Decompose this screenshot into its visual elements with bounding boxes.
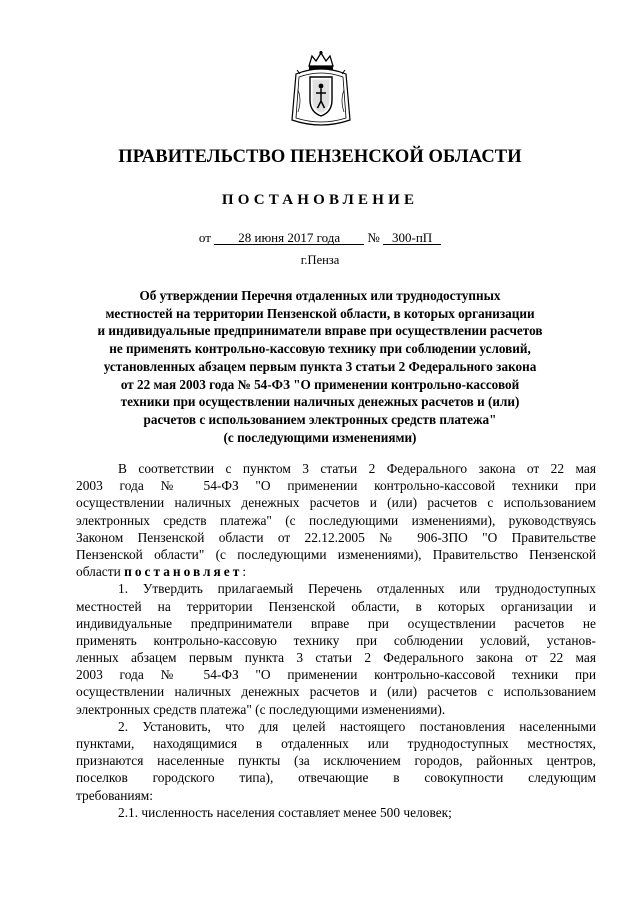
body-line: электронных средств платежа" (с последующими изменениями), руководствуясь	[76, 512, 596, 528]
body-line: требованиям:	[76, 787, 153, 803]
subject-line: местностей на территории Пензенской области, в которых организации	[105, 305, 535, 321]
body-line: электронных средств платежа" (с последующими изменениями).	[76, 701, 446, 717]
body-line: 2003 года № 54-ФЗ "О применении контрольно-кассовой техники при	[76, 478, 596, 494]
subject-line: и индивидуальные предприниматели вправе при осуществлении расчетов	[97, 323, 543, 339]
subject-line: не применять контрольно-кассовую технику при соблюдении условий,	[109, 341, 531, 357]
document-body	[76, 460, 596, 821]
body-line: 2. Установить, что для целей настоящего постановления населенными	[118, 718, 596, 734]
subject-line: установленных абзацем первым пункта 3 статьи 2 Федерального закона	[103, 358, 537, 374]
subject-line: Об утверждении Перечня отдаленных или труднодоступных	[139, 288, 501, 303]
body-line: индивидуальные предприниматели вправе при осуществлении расчетов не	[76, 615, 596, 631]
body-line: 1. Утвердить прилагаемый Перечень отдаленных или труднодоступных	[118, 581, 596, 597]
body-text-fragment: :	[242, 564, 247, 580]
document-type: ПОСТАНОВЛЕНИЕ	[221, 192, 419, 208]
document-number: 300-пП	[383, 231, 441, 245]
body-line: применять контрольно-кассовую технику при соблюдении условий, установ-	[76, 632, 596, 648]
body-line: поселков городского типа), отвечающие в совокупности следующим	[76, 770, 596, 786]
resolves-keyword: постановляет	[124, 564, 243, 580]
body-line: В соответствии с пунктом 3 статьи 2 Федерального закона от 22 мая	[118, 461, 596, 476]
org-title: ПРАВИТЕЛЬСТВО ПЕНЗЕНСКОЙ ОБЛАСТИ	[118, 147, 522, 167]
document-date: 28 июня 2017 года	[214, 231, 364, 245]
body-line: Пензенской области" (с последующими изменениями), Правительство Пензенской	[76, 546, 596, 562]
body-line: местностей на территории Пензенской области, в которых организации и	[76, 598, 596, 614]
date-number-line	[0, 230, 640, 246]
subject-line: (с последующими изменениями)	[223, 429, 417, 445]
number-sign: №	[367, 230, 380, 245]
body-line	[76, 563, 596, 580]
body-line: ленных абзацем первым пункта 3 статьи 2 Федерального закона от 22 мая	[76, 650, 596, 666]
subject-line: техники при осуществлении наличных денежных расчетов и (или)	[120, 394, 520, 410]
body-text-fragment: области	[76, 564, 125, 580]
body-line: осуществлении наличных денежных расчетов и (или) расчетов с использованием	[76, 684, 596, 700]
body-line: 2.1. численность населения составляет менее 500 человек;	[118, 804, 452, 820]
body-line: Законом Пензенской области от 22.12.2005 № 906-ЗПО "О Правительстве	[76, 529, 596, 545]
penza-coat-of-arms-icon	[290, 50, 352, 128]
date-prefix: от	[198, 230, 211, 245]
document-city: г.Пенза	[300, 253, 340, 267]
body-line: осуществлении наличных денежных расчетов и (или) расчетов с использованием	[76, 495, 596, 511]
subject-line: расчетов с использованием электронных средств платежа"	[143, 411, 497, 427]
body-line: пунктами, находящимися в отдаленных или труднодоступных местностях,	[76, 736, 596, 751]
body-line: 2003 года № 54-ФЗ "О применении контрольно-кассовой техники при	[76, 667, 596, 683]
subject-line: от 22 мая 2003 года № 54-ФЗ "О применении контрольно-кассовой	[120, 376, 520, 392]
body-line: признаются населенные пункты (за исключением городов, районных центров,	[76, 753, 596, 769]
document-subject	[72, 287, 568, 446]
